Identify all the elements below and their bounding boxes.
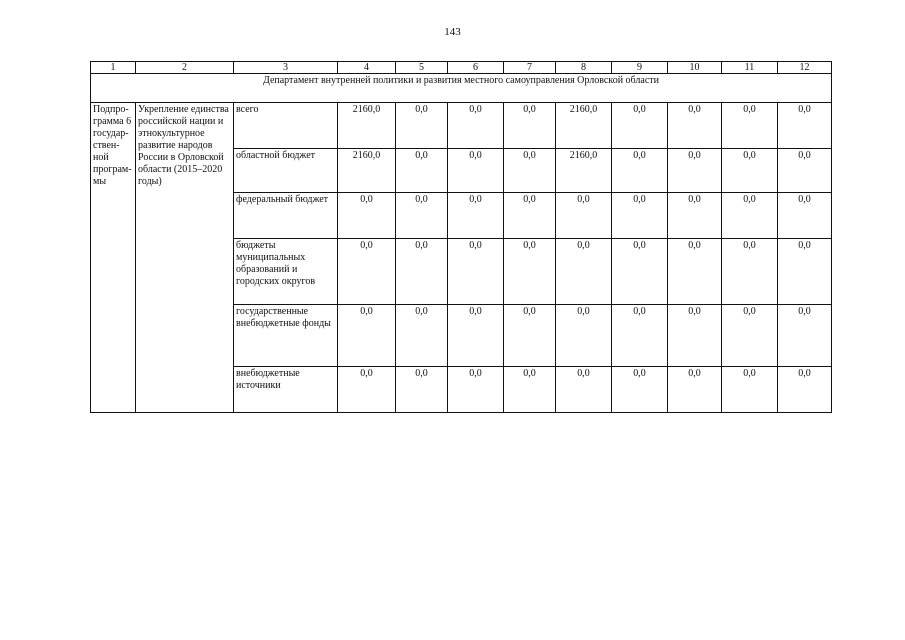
funding-source: бюджеты муниципальных образований и городских округов [234, 239, 338, 305]
column-number: 2 [136, 62, 234, 74]
value-cell: 2160,0 [338, 103, 396, 149]
column-number: 11 [722, 62, 778, 74]
value-cell: 0,0 [612, 367, 668, 413]
value-cell: 0,0 [778, 305, 832, 367]
value-cell: 0,0 [448, 367, 504, 413]
column-number: 6 [448, 62, 504, 74]
value-cell: 0,0 [396, 103, 448, 149]
value-cell: 0,0 [612, 305, 668, 367]
budget-table [90, 61, 832, 413]
funding-source: государственные внебюджетные фонды [234, 305, 338, 367]
department-name: Департамент внутренней политики и развития местного самоуправления Орловской области [91, 74, 832, 103]
funding-source: областной бюджет [234, 149, 338, 193]
value-cell: 0,0 [396, 193, 448, 239]
value-cell: 0,0 [504, 103, 556, 149]
value-cell: 0,0 [504, 149, 556, 193]
value-cell: 0,0 [722, 367, 778, 413]
column-number-row [91, 62, 832, 74]
column-number: 1 [91, 62, 136, 74]
value-cell: 0,0 [396, 239, 448, 305]
value-cell: 0,0 [556, 239, 612, 305]
value-cell: 0,0 [722, 305, 778, 367]
value-cell: 0,0 [556, 305, 612, 367]
program-name: Укрепление единства российской нации и этнокультурное развитие народов России в Орловской области (2015–2020 годы) [136, 103, 234, 413]
value-cell: 0,0 [612, 193, 668, 239]
value-cell: 0,0 [448, 103, 504, 149]
value-cell: 0,0 [612, 149, 668, 193]
value-cell: 0,0 [556, 367, 612, 413]
value-cell: 0,0 [722, 239, 778, 305]
value-cell: 0,0 [668, 193, 722, 239]
funding-source: федеральный бюджет [234, 193, 338, 239]
value-cell: 0,0 [396, 149, 448, 193]
value-cell: 0,0 [722, 193, 778, 239]
value-cell: 0,0 [338, 193, 396, 239]
column-number: 12 [778, 62, 832, 74]
column-number: 9 [612, 62, 668, 74]
value-cell: 2160,0 [556, 149, 612, 193]
column-number: 5 [396, 62, 448, 74]
value-cell: 0,0 [504, 367, 556, 413]
value-cell: 0,0 [668, 239, 722, 305]
value-cell: 0,0 [448, 149, 504, 193]
value-cell: 0,0 [338, 239, 396, 305]
department-row [91, 74, 832, 103]
value-cell: 0,0 [722, 149, 778, 193]
program-code: Подпро-грамма 6 государ-ствен-ной програм-мы [91, 103, 136, 413]
value-cell: 0,0 [556, 193, 612, 239]
value-cell: 2160,0 [338, 149, 396, 193]
value-cell: 0,0 [778, 367, 832, 413]
value-cell: 0,0 [668, 149, 722, 193]
value-cell: 0,0 [448, 239, 504, 305]
value-cell: 0,0 [504, 239, 556, 305]
value-cell: 0,0 [396, 367, 448, 413]
value-cell: 0,0 [338, 305, 396, 367]
value-cell: 0,0 [448, 305, 504, 367]
value-cell: 0,0 [448, 193, 504, 239]
value-cell: 0,0 [504, 193, 556, 239]
column-number: 7 [504, 62, 556, 74]
value-cell: 0,0 [504, 305, 556, 367]
value-cell: 0,0 [396, 305, 448, 367]
column-number: 8 [556, 62, 612, 74]
column-number: 4 [338, 62, 396, 74]
value-cell: 0,0 [778, 239, 832, 305]
value-cell: 0,0 [612, 239, 668, 305]
value-cell: 2160,0 [556, 103, 612, 149]
value-cell: 0,0 [668, 103, 722, 149]
value-cell: 0,0 [778, 193, 832, 239]
value-cell: 0,0 [778, 103, 832, 149]
value-cell: 0,0 [612, 103, 668, 149]
table-row [91, 103, 832, 149]
value-cell: 0,0 [778, 149, 832, 193]
column-number: 3 [234, 62, 338, 74]
value-cell: 0,0 [722, 103, 778, 149]
value-cell: 0,0 [668, 367, 722, 413]
page-number: 143 [444, 26, 461, 38]
value-cell: 0,0 [668, 305, 722, 367]
funding-source: внебюджетные источники [234, 367, 338, 413]
value-cell: 0,0 [338, 367, 396, 413]
column-number: 10 [668, 62, 722, 74]
funding-source: всего [234, 103, 338, 149]
